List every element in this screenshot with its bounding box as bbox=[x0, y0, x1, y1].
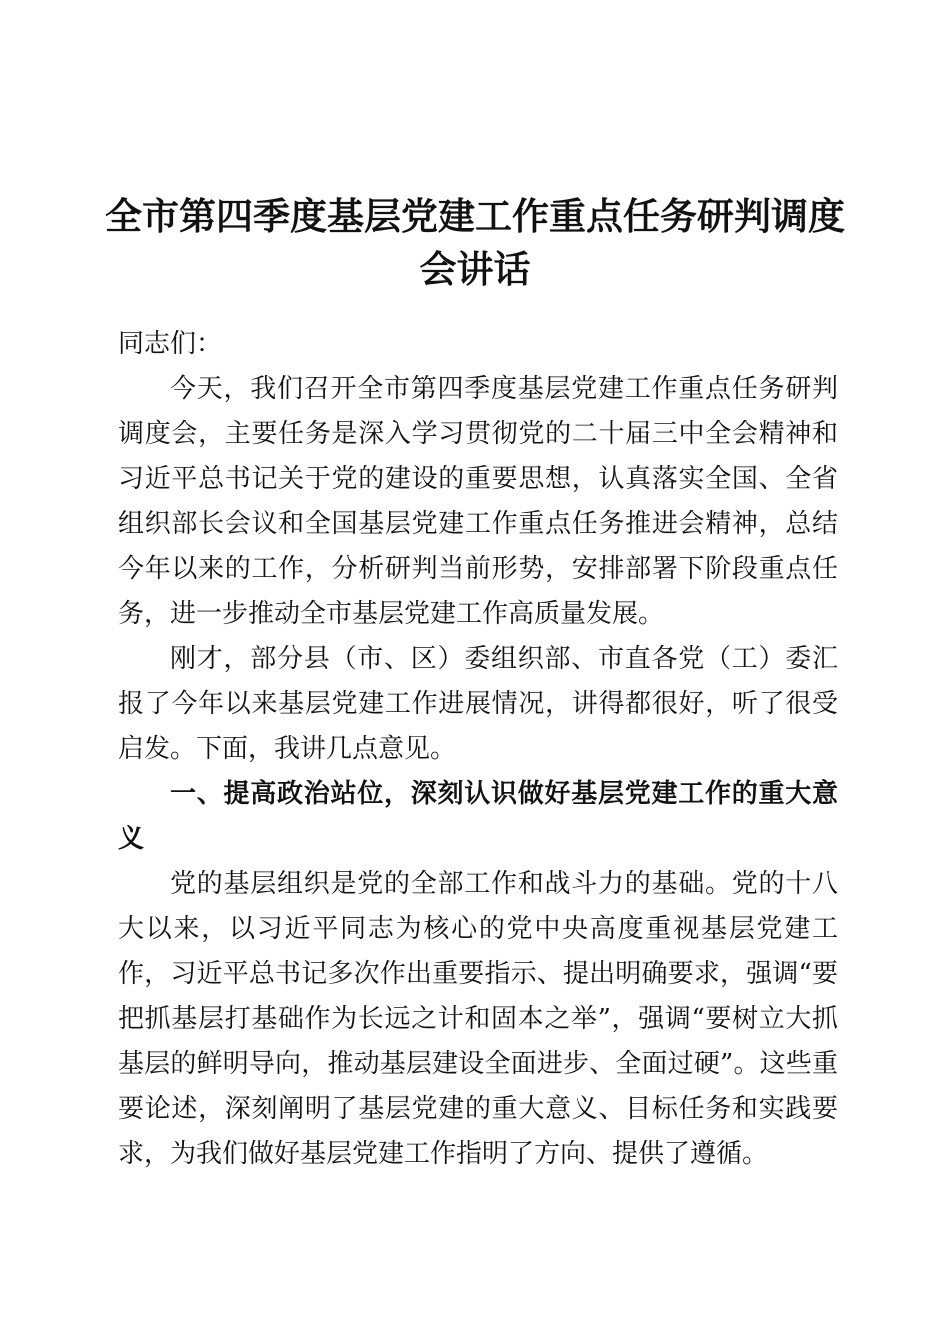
paragraph-opening: 今天，我们召开全市第四季度基层党建工作重点任务研判调度会，主要任务是深入学习贯彻党的二十届三中全会精神和习近平总书记关于党的建设的重要思想，认真落实全国、全省组织部长会议和全国基层党建工作重点任务推进会精神，总结今年以来的工作，分析研判当前形势，安排部署下阶段重点任务，进一步推动全市基层党建工作高质量发展。 bbox=[118, 374, 838, 629]
document-title bbox=[100, 190, 850, 296]
title-line-2: 会讲话 bbox=[419, 248, 531, 291]
salutation: 同志们： bbox=[118, 329, 223, 359]
section-heading-1: 一、提高政治站位，深刻认识做好基层党建工作的重大意义 bbox=[118, 779, 838, 854]
section-1-paragraph: 党的基层组织是党的全部工作和战斗力的基础。党的十八大以来，以习近平同志为核心的党中央高度重视基层党建工作，习近平总书记多次作出重要指示、提出明确要求，强调“要把抓基层打基础作为长远之计和固本之举”，强调“要树立大抓基层的鲜明导向，推动基层建设全面进步、全面过硬”。这些重要论述，深刻阐明了基层党建的重大意义、目标任务和实践要求，为我们做好基层党建工作指明了方向、提供了遵循。 bbox=[118, 869, 838, 1169]
paragraph-reports: 刚才，部分县（市、区）委组织部、市直各党（工）委汇报了今年以来基层党建工作进展情况，讲得都很好，听了很受启发。下面，我讲几点意见。 bbox=[118, 644, 838, 764]
title-line-1: 全市第四季度基层党建工作重点任务研判调度 bbox=[105, 195, 845, 238]
document-body bbox=[118, 322, 838, 1177]
